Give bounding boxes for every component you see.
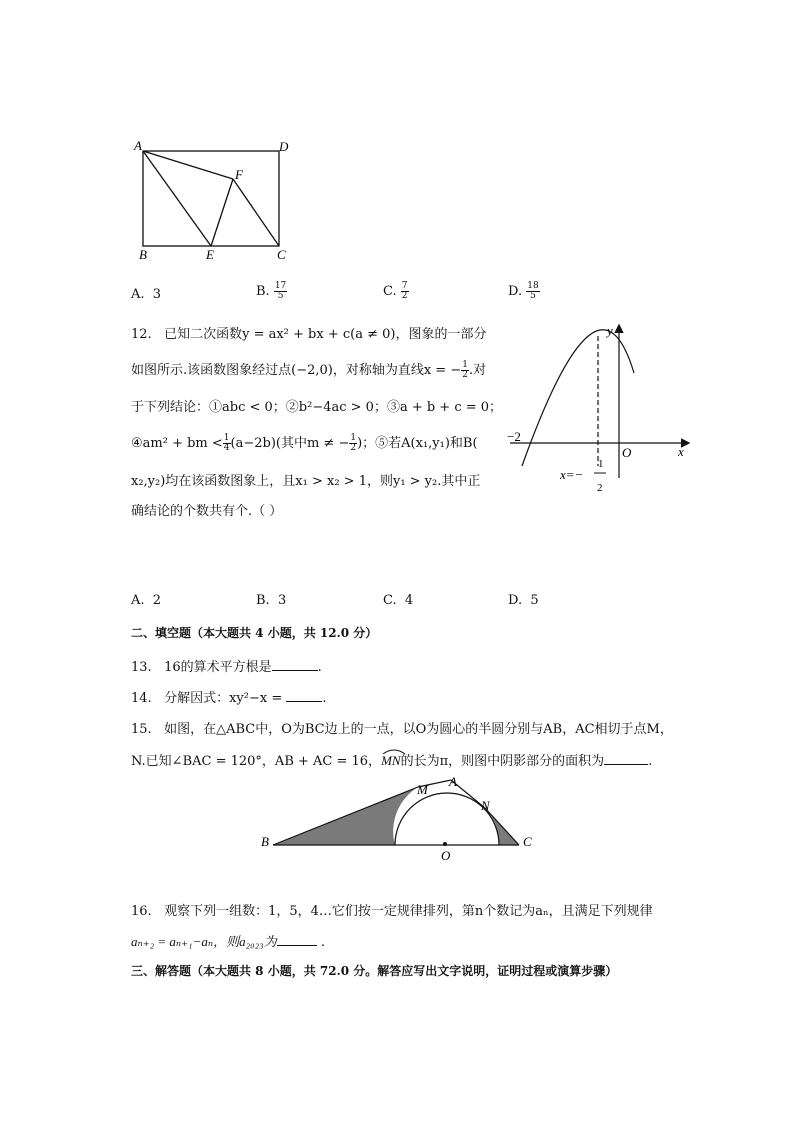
- option-letter: B.: [256, 284, 270, 299]
- symmetry-axis-label: x=−: [560, 467, 584, 482]
- q16-text: aₙ₊₂ = aₙ₊₁−aₙ，则a₂₀₂₃为: [131, 934, 277, 949]
- fraction: $\frac{17}{5}$: [274, 281, 287, 301]
- fraction: $\frac{1}{2}$: [350, 433, 357, 453]
- y-axis-label: y: [607, 323, 613, 338]
- q16-end: .: [320, 935, 325, 950]
- section-3-heading: 三、解答题（本大题共 8 小题，共 72.0 分。解答应写出文字说明，证明过程或演算步骤）: [131, 964, 618, 978]
- q16-text: 观察下列一组数：1，5，4…它们按一定规律排列，第n个数记为aₙ，且满足下列规律: [164, 904, 653, 919]
- question-number: 16.: [131, 904, 152, 919]
- segment-ae: [143, 151, 211, 246]
- axis-frac-den: 2: [597, 482, 603, 494]
- q12-text: )；⑤若A(x₁,y₁)和B(: [357, 436, 478, 451]
- option-value: 5: [530, 593, 539, 608]
- q11-option-b: [256, 282, 287, 301]
- fraction: $\frac{1}{4}$: [223, 433, 230, 453]
- label-d: D: [279, 139, 289, 154]
- question-number: 14.: [131, 691, 152, 706]
- q15-text: N.已知∠BAC = 120°，AB + AC = 16，: [131, 754, 382, 769]
- q12-option-c: [383, 593, 413, 608]
- q12-text: .对: [468, 363, 487, 378]
- q13-text: 16的算术平方根是: [164, 660, 272, 675]
- option-value: 3: [277, 593, 287, 608]
- option-letter: A.: [131, 593, 145, 608]
- q12-line-4: [131, 432, 478, 453]
- fraction: $\frac{18}{5}$: [527, 281, 539, 301]
- answer-blank[interactable]: [272, 658, 318, 671]
- center-point-o: [443, 842, 447, 846]
- root-label: −2: [507, 429, 521, 444]
- label-c: C: [277, 247, 286, 262]
- q14-end: .: [322, 691, 327, 706]
- q15-line-2: [131, 750, 652, 769]
- x-axis-label: x: [678, 444, 684, 459]
- origin-label: O: [622, 445, 632, 460]
- option-letter: B.: [256, 593, 270, 608]
- option-letter: D.: [508, 284, 523, 299]
- label-n: N: [481, 798, 490, 813]
- q14: [131, 687, 327, 706]
- q12-text: (a−2b)(其中m ≠ −: [230, 436, 350, 451]
- axis-frac-num: 1: [598, 458, 604, 470]
- option-value: 2: [152, 593, 162, 608]
- segment-ef: [211, 179, 233, 246]
- label-a: A: [449, 774, 457, 789]
- option-value: 4: [404, 593, 414, 608]
- option-value: 3: [152, 287, 162, 302]
- fraction: $\frac{7}{2}$: [401, 281, 408, 301]
- q15-text: 的长为π，则图中阴影部分的面积为: [400, 754, 605, 769]
- label-e: E: [206, 247, 214, 262]
- q12-option-a: [131, 593, 161, 608]
- label-b: B: [139, 247, 147, 262]
- option-letter: C.: [383, 593, 397, 608]
- q12-text: 如图所示.该函数图象经过点(−2,0)，对称轴为直线x = −: [131, 363, 462, 378]
- q15-figure: [255, 772, 545, 862]
- q11-option-a: [131, 287, 161, 302]
- answer-blank[interactable]: [277, 933, 317, 946]
- label-o: O: [441, 848, 451, 862]
- question-number: 12.: [131, 327, 152, 342]
- q12-line-1: [131, 323, 486, 342]
- parabola-curve: [522, 330, 634, 466]
- q12-text: ④am² + bm <: [131, 436, 223, 451]
- q11-figure: [125, 135, 300, 265]
- question-number: 13.: [131, 660, 152, 675]
- label-b: B: [261, 834, 269, 849]
- label-f: F: [235, 167, 243, 182]
- q14-text: 分解因式：xy²−x =: [164, 691, 283, 706]
- label-c: C: [523, 834, 532, 849]
- label-m: M: [417, 782, 428, 797]
- answer-blank[interactable]: [286, 689, 322, 702]
- section-2-heading: 二、填空题（本大题共 4 小题，共 12.0 分）: [131, 626, 378, 640]
- option-letter: A.: [131, 287, 145, 302]
- label-a: A: [134, 138, 142, 153]
- q12-line-3: 于下列结论：①abc < 0；②b²−4ac > 0；③a + b + c = 0；: [131, 400, 503, 415]
- q16-line-2: [131, 931, 325, 950]
- arc-mn: MN: [381, 753, 401, 769]
- q11-option-c: [383, 282, 409, 301]
- segment-fc: [233, 179, 279, 246]
- answer-blank[interactable]: [604, 752, 648, 765]
- q12-line-2: [131, 359, 486, 380]
- q12-figure: [500, 318, 700, 498]
- option-letter: D.: [508, 593, 523, 608]
- q12-option-b: [256, 593, 286, 608]
- q15-text: 如图，在△ABC中，O为BC边上的一点，以O为圆心的半圆分别与AB，AC相切于点M，: [164, 722, 673, 737]
- segment-af: [143, 151, 233, 179]
- q12-text: 已知二次函数y = ax² + bx + c(a ≠ 0)，图象的一部分: [164, 327, 487, 342]
- q16-line-1: [131, 900, 653, 919]
- q15-end: .: [648, 754, 653, 769]
- q12-line-5: x₂,y₂)均在该函数图象上，且x₁ > x₂ > 1，则y₁ > y₂.其中正: [131, 474, 481, 489]
- q13: [131, 656, 322, 675]
- q12-option-d: [508, 593, 539, 608]
- option-letter: C.: [383, 284, 397, 299]
- q15-line-1: [131, 718, 673, 737]
- question-number: 15.: [131, 722, 152, 737]
- q11-option-d: [508, 282, 540, 301]
- rectangle-abcd: [143, 151, 279, 246]
- q12-line-6: 确结论的个数共有个.（ ）: [131, 504, 283, 519]
- fraction: $\frac{1}{2}$: [462, 360, 468, 380]
- q13-end: .: [317, 660, 322, 675]
- arc-symbol: [381, 748, 407, 754]
